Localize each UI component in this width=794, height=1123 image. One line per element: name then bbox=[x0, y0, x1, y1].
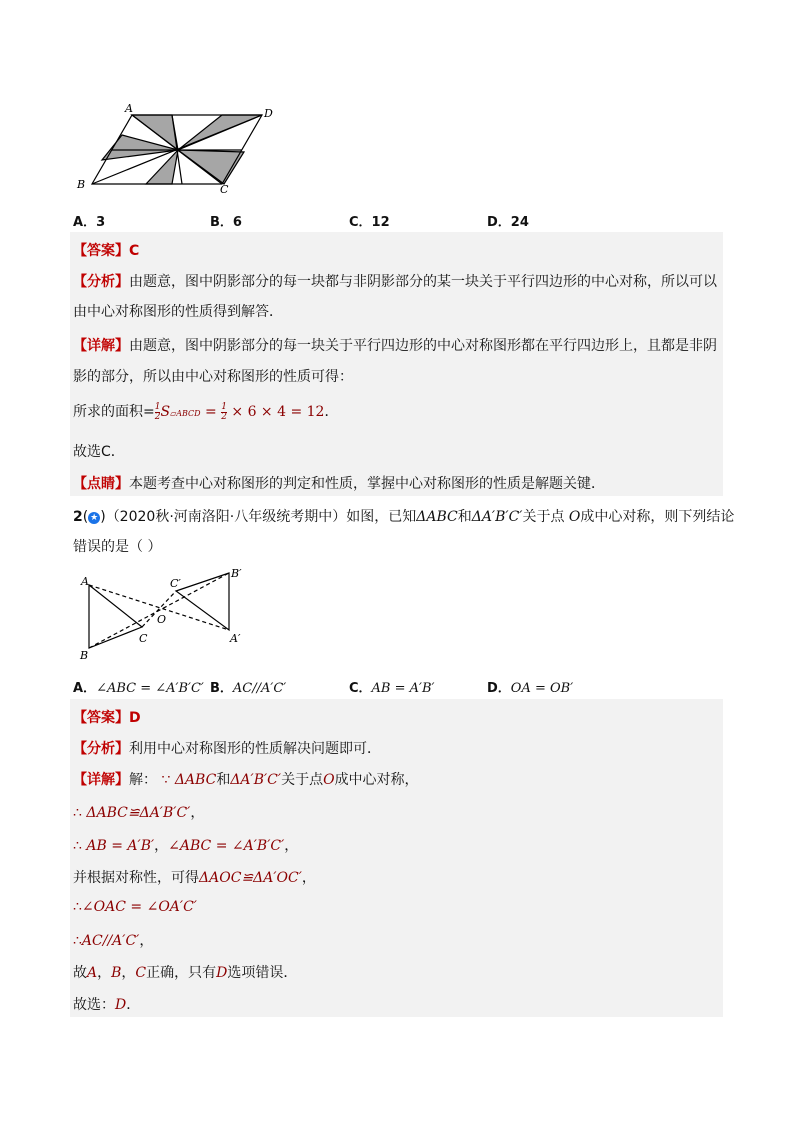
q2-detail: 【详解】解： ∵ ΔABC和ΔA′B′C′关于点O成中心对称， bbox=[73, 772, 419, 788]
q2-step-6: ∴AC//A′C′， bbox=[73, 933, 154, 949]
q1-analysis-cont: 由中心对称图形的性质得到解答． bbox=[73, 304, 283, 320]
q1-comment: 【点睛】本题考查中心对称图形的判定和性质，掌握中心对称图形的性质是解题关键． bbox=[73, 476, 605, 492]
central-symmetry-figure bbox=[72, 565, 257, 663]
q1-choose: 故选C． bbox=[73, 444, 125, 460]
q2-step-5: ∴∠OAC = ∠OA′C′ bbox=[73, 899, 197, 915]
q2-option-b[interactable]: B．AC//A′C′ bbox=[210, 681, 287, 696]
shaded-triangle bbox=[178, 150, 244, 184]
label-o: O bbox=[157, 613, 167, 626]
q2-step-7: 故A，B，C正确，只有D选项错误． bbox=[73, 965, 298, 981]
q1-area-formula: 所求的面积= $\frac{1}{2}$ S▱ABCD = $\frac{1}{2}$ × 6 × 4 = 12． bbox=[73, 401, 339, 422]
q1-detail: 【详解】由题意，图中阴影部分的每一块关于平行四边形的中心对称图形都在平行四边形上，且都是非阴 bbox=[73, 338, 717, 354]
q2-option-c[interactable]: C．AB = A′B′ bbox=[349, 681, 435, 696]
label-c-prime: C′ bbox=[170, 577, 181, 590]
q2-step-2: ∴ ΔABC≌ΔA′B′C′， bbox=[73, 805, 205, 821]
q1-analysis: 【分析】由题意，图中阴影部分的每一块都与非阴影部分的某一块关于平行四边形的中心对称，所以可以 bbox=[73, 274, 717, 290]
q1-detail-cont: 影的部分，所以由中心对称图形的性质可得： bbox=[73, 369, 353, 385]
q2-answer: 【答案】D bbox=[73, 710, 141, 726]
label-d: D bbox=[264, 107, 273, 120]
q2-stem: 2( ★ )（2020秋·河南洛阳·八年级统考期中）如图，已知ΔABC和ΔA′B′C′关于点 O成中心对称，则下列结论 bbox=[73, 509, 735, 525]
q2-option-a[interactable]: A．∠ABC = ∠A′B′C′ bbox=[73, 681, 204, 696]
q1-option-b[interactable]: B．6 bbox=[210, 215, 242, 230]
label-a-prime: A′ bbox=[230, 632, 241, 645]
label-b: B bbox=[80, 649, 89, 662]
label-c: C bbox=[220, 183, 229, 195]
parallelogram-figure bbox=[72, 100, 282, 195]
q2-step-8: 故选：D． bbox=[73, 997, 141, 1013]
q2-step-3: ∴ AB = A′B′，∠ABC = ∠A′B′C′， bbox=[73, 838, 299, 854]
q1-answer: 【答案】C bbox=[73, 243, 140, 259]
q1-option-c[interactable]: C．12 bbox=[349, 215, 390, 230]
q1-option-a[interactable]: A．3 bbox=[73, 215, 106, 230]
star-icon: ★ bbox=[90, 513, 99, 523]
triangle-abc bbox=[89, 585, 142, 648]
q2-stem-cont: 错误的是（ ） bbox=[73, 539, 162, 555]
label-a: A bbox=[125, 102, 133, 115]
q2-option-d[interactable]: D．OA = OB′ bbox=[487, 681, 574, 696]
label-b-prime: B′ bbox=[231, 567, 242, 580]
q2-analysis: 【分析】利用中心对称图形的性质解决问题即可． bbox=[73, 741, 381, 757]
label-b: B bbox=[77, 178, 86, 191]
label-c: C bbox=[139, 632, 148, 645]
label-a: A bbox=[81, 575, 89, 588]
q2-step-4: 并根据对称性，可得ΔAOC≌ΔA′OC′， bbox=[73, 870, 316, 886]
q1-option-d[interactable]: D．24 bbox=[487, 215, 529, 230]
